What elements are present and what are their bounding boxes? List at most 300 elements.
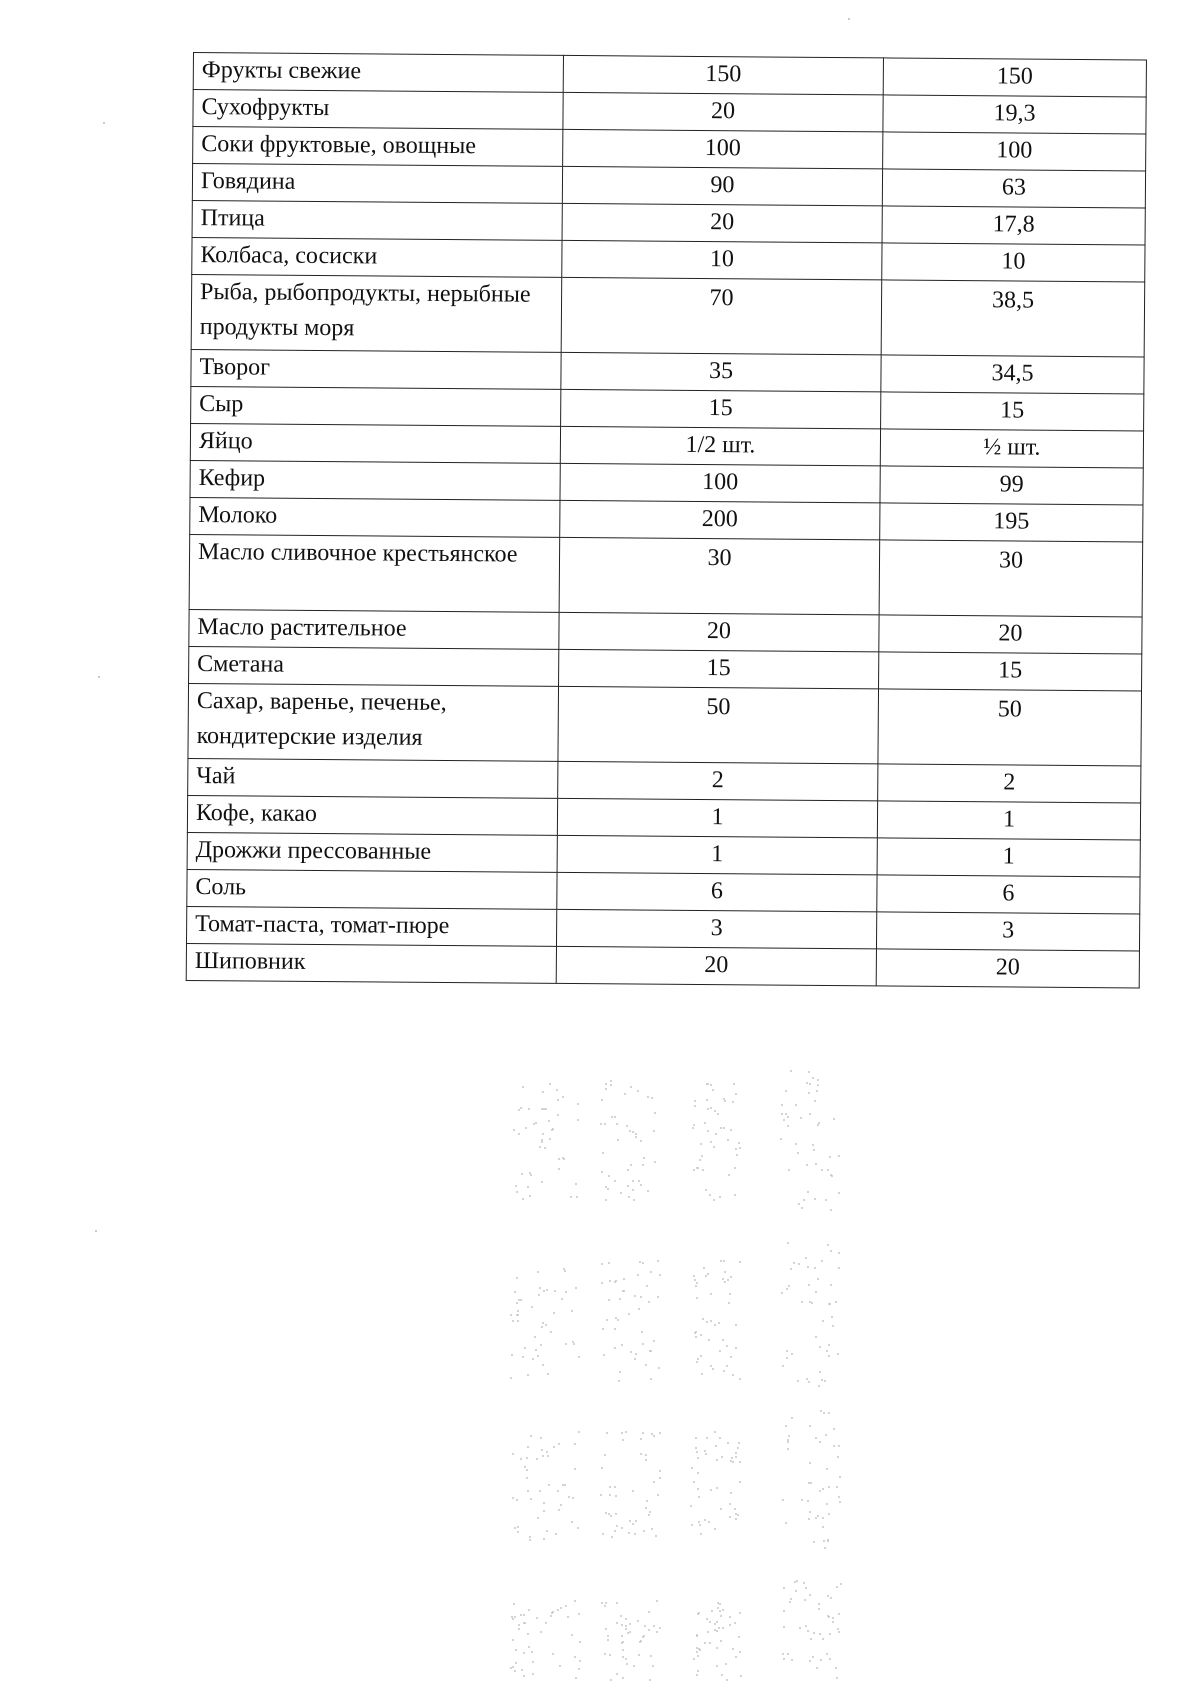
scan-speck: [544, 1147, 546, 1149]
scan-speck: [541, 1326, 543, 1328]
scan-speck: [835, 1667, 837, 1669]
norm-value-cell: 15: [561, 389, 881, 429]
scan-speck: [647, 1190, 649, 1192]
scan-speck: [535, 1349, 537, 1351]
scan-speck: [607, 1639, 609, 1641]
scan-speck: [646, 1285, 648, 1287]
scan-speck: [709, 1642, 711, 1644]
scan-speck: [717, 1113, 719, 1115]
scan-speck: [611, 1116, 613, 1118]
scan-speck: [836, 1586, 838, 1588]
scan-speck: [637, 1090, 639, 1092]
scan-speck: [529, 1195, 531, 1197]
scan-speck: [714, 1324, 716, 1326]
scan-speck: [619, 1371, 621, 1373]
scan-speck: [626, 1663, 628, 1665]
scan-speck: [659, 1274, 661, 1276]
scan-speck: [630, 1164, 632, 1166]
scan-speck: [520, 1458, 522, 1460]
scan-speck: [812, 1144, 814, 1146]
scan-speck: [622, 1439, 624, 1441]
scan-speck: [514, 1616, 516, 1618]
scan-speck: [693, 1169, 695, 1171]
scan-speck: [539, 1490, 541, 1492]
scan-speck: [543, 1538, 545, 1540]
scan-speck: [800, 1117, 802, 1119]
food-norms-table-wrapper: [186, 52, 1146, 988]
scan-speck: [514, 1527, 516, 1529]
scan-speck: [734, 1622, 736, 1624]
scan-speck: [601, 1602, 603, 1604]
scan-speck: [783, 1658, 785, 1660]
scan-speck: [573, 1343, 575, 1345]
scan-speck: [539, 1287, 541, 1289]
scan-speck: [738, 1142, 740, 1144]
scan-speck: [818, 1608, 820, 1610]
scan-speck: [574, 1600, 576, 1602]
scan-speck: [645, 1459, 647, 1461]
scan-speck: [711, 1610, 713, 1612]
scan-speck: [693, 1124, 695, 1126]
scan-speck: [707, 1108, 709, 1110]
scan-speck: [710, 1365, 712, 1367]
scan-speck: [611, 1536, 613, 1538]
scan-speck: [720, 1260, 722, 1262]
scan-speck: [734, 1167, 736, 1169]
scan-speck: [578, 1431, 580, 1433]
scan-speck: [610, 1515, 612, 1517]
scan-speck: [788, 1285, 790, 1287]
scan-speck: [724, 1271, 726, 1273]
scan-speck: [789, 1601, 791, 1603]
table-row: [191, 274, 1145, 356]
scan-speck: [95, 1230, 97, 1232]
scan-speck: [547, 1373, 549, 1375]
scan-speck: [648, 1301, 650, 1303]
scan-speck: [735, 1347, 737, 1349]
product-name-cell: Чай: [188, 758, 558, 798]
scan-speck: [605, 1083, 607, 1085]
scan-speck: [729, 1503, 731, 1505]
scan-speck: [552, 1653, 554, 1655]
scan-speck: [788, 1435, 790, 1437]
scan-speck: [702, 1169, 704, 1171]
scan-speck: [523, 1614, 525, 1616]
scan-speck: [522, 1356, 524, 1358]
scan-speck: [803, 1582, 805, 1584]
scan-speck: [809, 1113, 811, 1115]
scan-speck: [609, 1494, 611, 1496]
scan-speck: [700, 1334, 702, 1336]
scan-speck: [783, 1626, 785, 1628]
scan-speck: [575, 1677, 577, 1679]
scan-speck: [604, 1653, 606, 1655]
scan-speck: [629, 1520, 631, 1522]
scan-speck: [536, 1458, 538, 1460]
scan-speck: [652, 1665, 654, 1667]
scan-speck: [782, 1499, 784, 1501]
scan-speck: [833, 1118, 835, 1120]
scan-speck: [528, 1108, 530, 1110]
scan-speck: [714, 1431, 716, 1433]
scan-speck: [814, 1100, 816, 1102]
scan-speck: [632, 1131, 634, 1133]
scan-speck: [659, 1432, 661, 1434]
scan-speck: [648, 1629, 650, 1631]
scan-speck: [616, 1525, 618, 1527]
scan-speck: [697, 1167, 699, 1169]
scan-speck: [734, 1194, 736, 1196]
scan-speck: [626, 1125, 628, 1127]
scan-speck: [649, 1511, 651, 1513]
scan-speck: [616, 1673, 618, 1675]
scan-speck: [614, 1328, 616, 1330]
product-name-cell: Творог: [191, 349, 561, 389]
scan-speck: [635, 1133, 637, 1135]
table-row: [189, 534, 1143, 616]
scan-speck: [830, 1250, 832, 1252]
scan-speck: [702, 1318, 704, 1320]
scan-speck: [695, 1285, 697, 1287]
scan-speck: [526, 1457, 528, 1459]
norm-value-cell: 1/2 шт.: [560, 426, 880, 466]
scan-speck: [787, 1125, 789, 1127]
scan-speck: [602, 1533, 604, 1535]
scan-speck: [790, 1070, 792, 1072]
scan-speck: [568, 1496, 570, 1498]
scan-speck: [739, 1261, 741, 1263]
scan-speck: [830, 1209, 832, 1211]
scan-speck: [836, 1677, 838, 1679]
scan-speck: [644, 1625, 646, 1627]
actual-value-cell: 15: [879, 652, 1142, 691]
scan-speck: [832, 1621, 834, 1623]
scan-speck: [785, 1090, 787, 1092]
scan-speck: [813, 1632, 815, 1634]
scan-speck: [805, 1625, 807, 1627]
scan-speck: [798, 1203, 800, 1205]
scan-speck: [622, 1290, 624, 1292]
scan-speck: [809, 1660, 811, 1662]
scan-speck: [793, 1262, 795, 1264]
scan-speck: [804, 1599, 806, 1601]
scan-speck: [516, 1277, 518, 1279]
scan-speck: [543, 1290, 545, 1292]
scan-speck: [645, 1364, 647, 1366]
scan-speck: [607, 1635, 609, 1637]
scan-speck: [720, 1615, 722, 1617]
scan-speck: [571, 1634, 573, 1636]
scan-speck: [837, 1353, 839, 1355]
scan-speck: [656, 1600, 658, 1602]
scan-speck: [710, 1107, 712, 1109]
scan-speck: [832, 1617, 834, 1619]
scan-speck: [637, 1274, 639, 1276]
scan-speck: [556, 1089, 558, 1091]
scan-speck: [621, 1635, 623, 1637]
scan-speck: [630, 1351, 632, 1353]
actual-value-cell: 19,3: [883, 95, 1146, 134]
scan-speck: [621, 1432, 623, 1434]
scan-speck: [822, 1638, 824, 1640]
scan-speck: [621, 1624, 623, 1626]
scan-speck: [630, 1086, 632, 1088]
scan-speck: [561, 1298, 563, 1300]
scan-speck: [828, 1486, 830, 1488]
scan-speck: [786, 1357, 788, 1359]
scan-speck: [614, 1486, 616, 1488]
norm-value-cell: 2: [558, 761, 878, 801]
scan-speck: [722, 1339, 724, 1341]
scan-speck: [617, 1319, 619, 1321]
scan-speck: [723, 1370, 725, 1372]
scan-speck: [736, 1154, 738, 1156]
scan-speck: [797, 1152, 799, 1154]
scan-speck: [622, 1656, 624, 1658]
scan-speck: [722, 1609, 724, 1611]
scan-speck: [522, 1086, 524, 1088]
scan-speck: [696, 1361, 698, 1363]
scan-speck: [632, 1189, 634, 1191]
scan-speck: [641, 1331, 643, 1333]
norm-value-cell: 1: [557, 835, 877, 875]
actual-value-cell: 99: [880, 466, 1143, 505]
scan-speck: [565, 1343, 567, 1345]
actual-value-cell: 195: [880, 503, 1143, 542]
scan-speck: [513, 1603, 515, 1605]
scan-speck: [619, 1298, 621, 1300]
scan-speck: [640, 1184, 642, 1186]
scan-speck: [697, 1670, 699, 1672]
scan-speck: [615, 1513, 617, 1515]
scan-speck: [645, 1454, 647, 1456]
scan-speck: [524, 1347, 526, 1349]
scan-speck: [710, 1489, 712, 1491]
scan-speck: [539, 1146, 541, 1148]
scan-speck: [549, 1083, 551, 1085]
scan-speck: [816, 1090, 818, 1092]
scan-speck: [629, 1623, 631, 1625]
scan-speck: [606, 1432, 608, 1434]
scan-speck: [719, 1610, 721, 1612]
scan-speck: [700, 1143, 702, 1145]
product-name-cell: Томат-паста, томат-пюре: [186, 906, 556, 946]
scan-speck: [526, 1477, 528, 1479]
actual-value-cell: 34,5: [881, 355, 1144, 394]
actual-value-cell: 150: [883, 58, 1146, 97]
scan-speck: [718, 1322, 720, 1324]
scan-speck: [696, 1635, 698, 1637]
scan-speck: [638, 1654, 640, 1656]
scan-speck: [838, 1192, 840, 1194]
scan-speck: [813, 1541, 815, 1543]
scan-speck: [625, 1658, 627, 1660]
scan-speck: [635, 1353, 637, 1355]
scan-speck: [823, 1540, 825, 1542]
scan-speck: [805, 1587, 807, 1589]
scan-speck: [530, 1174, 532, 1176]
scan-speck: [571, 1521, 573, 1523]
scan-speck: [795, 1590, 797, 1592]
scan-speck: [708, 1339, 710, 1341]
scan-speck: [739, 1378, 741, 1380]
scan-speck: [807, 1630, 809, 1632]
product-name-cell: Фрукты свежие: [193, 53, 563, 93]
scan-speck: [545, 1622, 547, 1624]
scan-speck: [609, 1280, 611, 1282]
scan-speck: [530, 1498, 532, 1500]
scan-speck: [549, 1138, 551, 1140]
scan-speck: [819, 1371, 821, 1373]
scan-speck: [512, 1618, 514, 1620]
scan-speck: [716, 1621, 718, 1623]
scan-speck: [822, 1526, 824, 1528]
scan-speck: [528, 1646, 530, 1648]
scan-speck: [542, 1133, 544, 1135]
scan-speck: [782, 1653, 784, 1655]
scan-speck: [706, 1099, 708, 1101]
scan-speck: [633, 1199, 635, 1201]
scan-speck: [833, 1445, 835, 1447]
scan-speck: [832, 1325, 834, 1327]
scan-speck: [513, 1129, 515, 1131]
scan-speck: [705, 1189, 707, 1191]
scan-speck: [815, 1437, 817, 1439]
scan-speck: [693, 1658, 695, 1660]
scan-speck: [819, 1346, 821, 1348]
scan-speck: [545, 1108, 547, 1110]
product-name-cell: Говядина: [192, 164, 562, 204]
scan-speck: [823, 1412, 825, 1414]
scan-speck: [578, 1613, 580, 1615]
scan-speck: [607, 1188, 609, 1190]
scan-speck: [608, 1262, 610, 1264]
scan-speck: [738, 1442, 740, 1444]
actual-value-cell: 1: [877, 838, 1140, 877]
scan-speck: [707, 1130, 709, 1132]
scan-speck: [781, 1292, 783, 1294]
scan-speck: [625, 1628, 627, 1630]
scan-speck: [529, 1539, 531, 1541]
scan-speck: [825, 1199, 827, 1201]
scan-speck: [562, 1096, 564, 1098]
scan-speck: [703, 1267, 705, 1269]
scan-speck: [648, 1611, 650, 1613]
scan-speck: [620, 1615, 622, 1617]
scan-speck: [838, 1155, 840, 1157]
scan-speck: [808, 1071, 810, 1073]
scan-speck: [700, 1355, 702, 1357]
scan-speck: [791, 1353, 793, 1355]
scan-speck: [642, 1164, 644, 1166]
scan-speck: [709, 1621, 711, 1623]
scan-speck: [715, 1445, 717, 1447]
scan-speck: [825, 1434, 827, 1436]
scan-speck: [815, 1336, 817, 1338]
scan-speck: [605, 1512, 607, 1514]
scan-speck: [527, 1633, 529, 1635]
scan-speck: [517, 1310, 519, 1312]
scan-speck: [601, 1171, 603, 1173]
scan-speck: [658, 1367, 660, 1369]
norm-value-cell: 50: [558, 686, 879, 764]
product-name-cell: Кофе, какао: [187, 795, 557, 835]
food-norms-table: [186, 52, 1147, 988]
scan-speck: [816, 1667, 818, 1669]
scan-speck: [716, 1665, 718, 1667]
scan-speck: [577, 1119, 579, 1121]
scan-speck: [697, 1358, 699, 1360]
norm-value-cell: 20: [562, 203, 882, 243]
scan-speck: [624, 1093, 626, 1095]
scan-speck: [532, 1358, 534, 1360]
scan-speck: [695, 1437, 697, 1439]
scan-speck: [604, 1605, 606, 1607]
scan-speck: [721, 1456, 723, 1458]
scan-speck: [524, 1466, 526, 1468]
scan-speck: [614, 1116, 616, 1118]
scan-speck: [714, 1110, 716, 1112]
scan-speck: [820, 1659, 822, 1661]
scan-speck: [719, 1437, 721, 1439]
scan-speck: [625, 1618, 627, 1620]
scan-speck: [618, 1380, 620, 1382]
table-row: [188, 683, 1142, 765]
scan-speck: [547, 1455, 549, 1457]
scan-speck: [650, 1655, 652, 1657]
scan-speck: [548, 1120, 550, 1122]
scan-speck: [622, 1649, 624, 1651]
scan-speck: [562, 1484, 564, 1486]
scan-speck: [638, 1180, 640, 1182]
scan-speck: [530, 1435, 532, 1437]
scan-speck: [717, 1607, 719, 1609]
scan-speck: [693, 1481, 695, 1483]
scan-speck: [690, 1505, 692, 1507]
scan-speck: [606, 1319, 608, 1321]
product-name-cell: Соль: [187, 869, 557, 909]
scan-speck: [605, 1199, 607, 1201]
scan-speck: [701, 1155, 703, 1157]
actual-value-cell: 20: [876, 949, 1139, 988]
scan-speck: [808, 1381, 810, 1383]
scan-speck: [727, 1442, 729, 1444]
scan-speck: [656, 1631, 658, 1633]
scan-speck: [799, 1627, 801, 1629]
scan-speck: [525, 1127, 527, 1129]
scan-speck: [723, 1127, 725, 1129]
scan-speck: [822, 1517, 824, 1519]
scan-speck: [706, 1618, 708, 1620]
scan-speck: [642, 1432, 644, 1434]
scan-speck: [550, 1615, 552, 1617]
scan-speck: [727, 1139, 729, 1141]
scan-speck: [575, 1183, 577, 1185]
scan-speck: [730, 1356, 732, 1358]
product-name-cell: Соки фруктовые, овощные: [193, 127, 563, 167]
scan-speck: [729, 1516, 731, 1518]
scan-speck: [632, 1180, 634, 1182]
scan-speck: [829, 1633, 831, 1635]
scan-speck: [809, 1425, 811, 1427]
scan-speck: [814, 1198, 816, 1200]
scan-speck: [728, 1174, 730, 1176]
scan-speck: [820, 1410, 822, 1412]
scan-speck: [698, 1496, 700, 1498]
scan-speck: [780, 1138, 782, 1140]
scan-speck: [517, 1320, 519, 1322]
actual-value-cell: 1: [877, 801, 1140, 840]
